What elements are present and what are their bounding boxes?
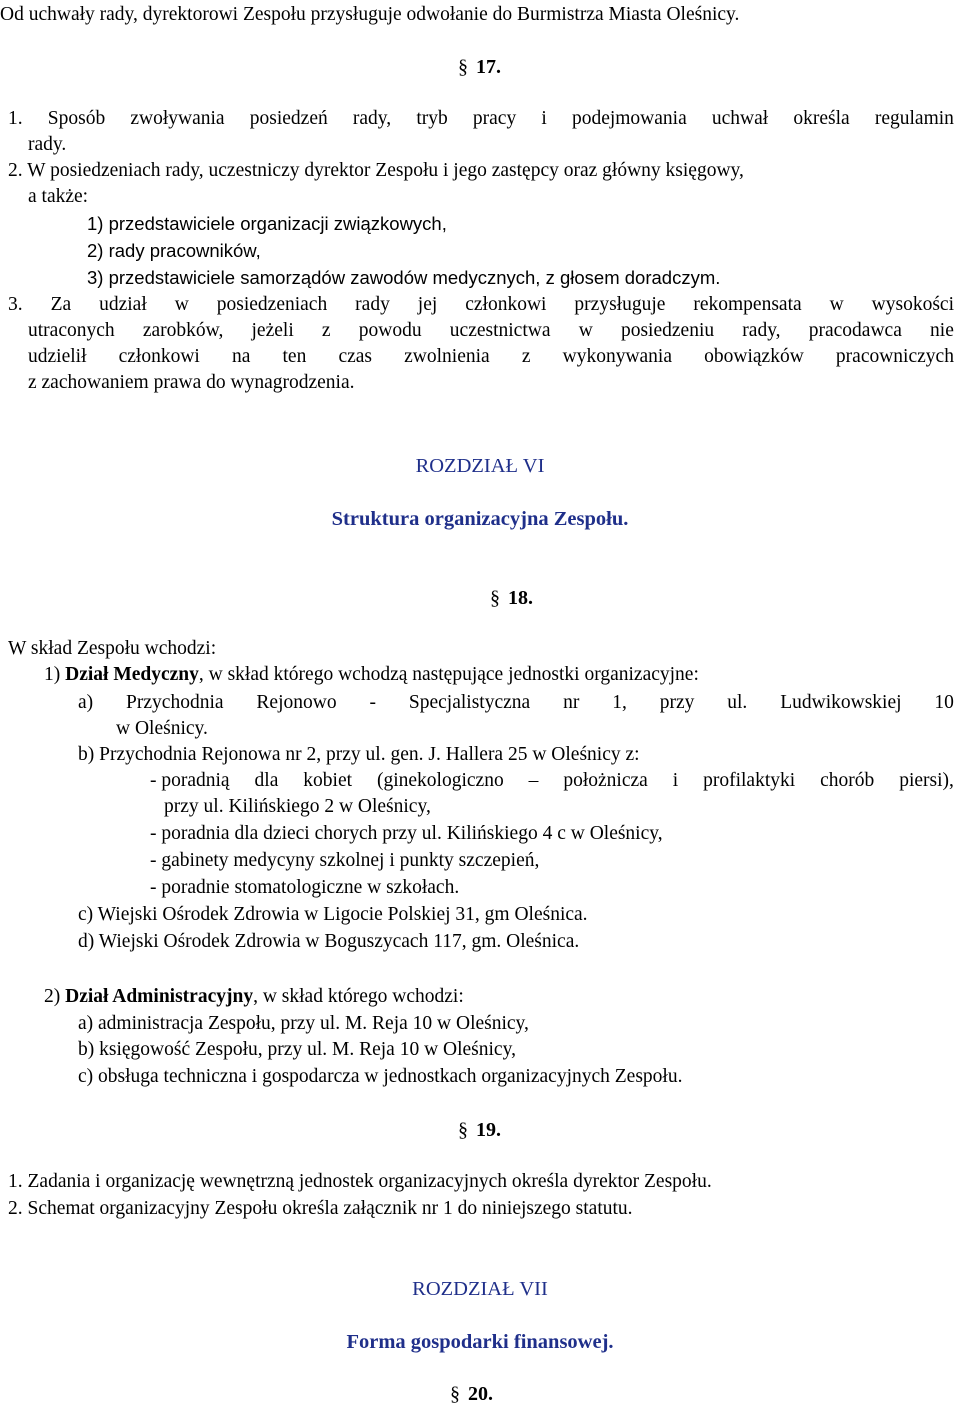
word: rady,	[352, 108, 392, 129]
p17-item1-cont: rady.	[28, 134, 67, 155]
word: rekompensata	[693, 294, 802, 315]
p17-item3-line4: z zachowaniem prawa do wynagrodzenia.	[28, 372, 355, 393]
p17-item3-line3	[28, 344, 954, 370]
word: udzielił	[28, 346, 87, 367]
p18-b1-cont: przy ul. Kilińskiego 2 w Oleśnicy,	[164, 796, 431, 817]
word: członkowi	[465, 294, 547, 315]
word: Przychodnia	[126, 692, 224, 713]
word: posiedzeń	[249, 108, 328, 129]
p19-item1: 1. Zadania i organizację wewnętrzną jednostek organizacyjnych określa dyrektor Zespołu.	[8, 1171, 712, 1192]
word: Za	[50, 294, 72, 315]
word: członkowi	[118, 346, 200, 367]
word: 10	[934, 692, 954, 713]
p19-item2: 2. Schemat organizacyjny Zespołu określa załącznik nr 1 do niniejszego statutu.	[8, 1198, 633, 1219]
p18-dept2-line	[44, 984, 960, 1010]
p18-d: d) Wiejski Ośrodek Zdrowia w Boguszycach 117, gm. Oleśnica.	[78, 931, 580, 952]
word: posiedzeniu	[620, 320, 715, 341]
word: podejmowania	[571, 108, 687, 129]
p17-item3-line1	[8, 292, 954, 318]
dept-name: Dział Medyczny	[65, 664, 199, 685]
dept-desc: , w skład którego wchodzi:	[253, 986, 464, 1007]
p18-b3: - gabinety medycyny szkolnej i punkty szczepień,	[150, 850, 540, 871]
word: powodu	[358, 320, 422, 341]
word: pracy	[472, 108, 517, 129]
word: położnicza	[563, 770, 648, 791]
word: i	[672, 770, 679, 791]
p18-d2b: b) księgowość Zespołu, przy ul. M. Reja 10 w Oleśnicy,	[78, 1039, 516, 1060]
word: z	[321, 320, 331, 341]
word: uchwał	[711, 108, 769, 129]
section-symbol: §	[458, 1119, 468, 1141]
section-symbol: §	[450, 1383, 460, 1405]
p18-a-cont: w Oleśnicy.	[116, 718, 208, 739]
p18-d2c: c) obsługa techniczna i gospodarcza w jednostkach organizacyjnych Zespołu.	[78, 1066, 683, 1087]
word: ul.	[727, 692, 748, 713]
word: chorób	[820, 770, 875, 791]
section-number: 19.	[476, 1119, 501, 1141]
section-number: 18.	[508, 587, 533, 609]
word: w	[829, 294, 844, 315]
chapter-6-title: ROZDZIAŁ VI	[415, 455, 545, 477]
section-17-heading	[458, 54, 501, 80]
section-18-heading	[490, 585, 533, 611]
word: uczestnictwa	[449, 320, 551, 341]
word: zwoływania	[130, 108, 225, 129]
word: ten	[282, 346, 307, 367]
section-symbol: §	[458, 56, 468, 78]
word: profilaktyki	[703, 770, 796, 791]
word: i	[541, 108, 547, 129]
p18-b1-line	[150, 768, 954, 794]
dept-name: Dział Administracyjny	[65, 986, 254, 1007]
word: na	[231, 346, 251, 367]
word: –	[528, 770, 539, 791]
word: Rejonowo	[256, 692, 337, 713]
word: udział	[99, 294, 147, 315]
word: pracodawca	[808, 320, 902, 341]
word: wykonywania	[562, 346, 673, 367]
p17-item2-line2: a także:	[28, 186, 89, 207]
word: rady,	[742, 320, 781, 341]
word: jej	[417, 294, 438, 315]
chapter-6-subtitle: Struktura organizacyjna Zespołu.	[331, 508, 629, 530]
word: piersi),	[899, 770, 954, 791]
word: wysokości	[871, 294, 954, 315]
p17-item2-line1: 2. W posiedzeniach rady, uczestniczy dyrektor Zespołu i jego zastępcy oraz główny księgowy,	[8, 160, 744, 181]
word: tryb	[416, 108, 448, 129]
chapter-7-subtitle: Forma gospodarki finansowej.	[346, 1331, 614, 1353]
p18-b4: - poradnie stomatologiczne w szkołach.	[150, 877, 460, 898]
p18-dept1-line	[44, 662, 960, 688]
p18-b2: - poradnia dla dzieci chorych przy ul. Kilińskiego 4 c w Oleśnicy,	[150, 823, 663, 844]
p17-sub2: 2) rady pracowników,	[87, 240, 261, 261]
word: 3.	[8, 294, 23, 315]
word: Sposób	[47, 108, 106, 129]
dept-desc: , w skład którego wchodzą następujące jednostki organizacyjne:	[198, 664, 699, 685]
word: zarobków,	[142, 320, 224, 341]
p17-sub1: 1) przedstawiciele organizacji związkowych,	[87, 213, 447, 234]
word: Specjalistyczna	[408, 692, 531, 713]
p18-a-line	[78, 690, 954, 716]
word: w	[578, 320, 593, 341]
word: w	[174, 294, 189, 315]
word: - poradnią	[150, 770, 230, 791]
word: posiedzeniach	[216, 294, 328, 315]
word: utraconych	[28, 320, 115, 341]
word: 1.	[8, 108, 23, 129]
word: nie	[930, 320, 954, 341]
section-symbol: §	[490, 587, 500, 609]
word: regulamin	[874, 108, 954, 129]
list-number: 2)	[44, 986, 66, 1007]
p18-intro: W skład Zespołu wchodzi:	[8, 638, 217, 659]
word: określa	[793, 108, 850, 129]
word: dla	[254, 770, 279, 791]
word: (ginekologiczno	[376, 770, 504, 791]
p18-c: c) Wiejski Ośrodek Zdrowia w Ligocie Polskiej 31, gm Oleśnica.	[78, 904, 588, 925]
section-19-heading	[458, 1117, 501, 1143]
word: czas	[338, 346, 373, 367]
word: a)	[78, 692, 94, 713]
word: przysługuje	[574, 294, 666, 315]
closing-sentence: Od uchwały rady, dyrektorowi Zespołu przysługuje odwołanie do Burmistrza Miasta Oleśnicy.	[0, 4, 740, 25]
word: zwolnienia	[404, 346, 490, 367]
section-number: 20.	[468, 1383, 493, 1405]
word: obowiązków	[704, 346, 804, 367]
word: 1,	[612, 692, 627, 713]
section-20-heading	[450, 1381, 493, 1407]
word: rady	[355, 294, 390, 315]
p17-sub3: 3) przedstawiciele samorządów zawodów medycznych, z głosem doradczym.	[87, 267, 721, 288]
word: Ludwikowskiej	[780, 692, 902, 713]
list-number: 1)	[44, 664, 66, 685]
word: przy	[659, 692, 695, 713]
p18-b: b) Przychodnia Rejonowa nr 2, przy ul. gen. J. Hallera 25 w Oleśnicy z:	[78, 744, 640, 765]
section-number: 17.	[476, 56, 501, 78]
word: z	[521, 346, 531, 367]
word: pracowniczych	[835, 346, 954, 367]
chapter-7-title: ROZDZIAŁ VII	[412, 1278, 548, 1300]
word: -	[369, 692, 376, 713]
word: jeżeli	[251, 320, 294, 341]
p17-item1-line	[8, 106, 954, 132]
word: nr	[563, 692, 580, 713]
p18-d2a: a) administracja Zespołu, przy ul. M. Reja 10 w Oleśnicy,	[78, 1013, 529, 1034]
word: kobiet	[303, 770, 353, 791]
p17-item3-line2	[28, 318, 954, 344]
